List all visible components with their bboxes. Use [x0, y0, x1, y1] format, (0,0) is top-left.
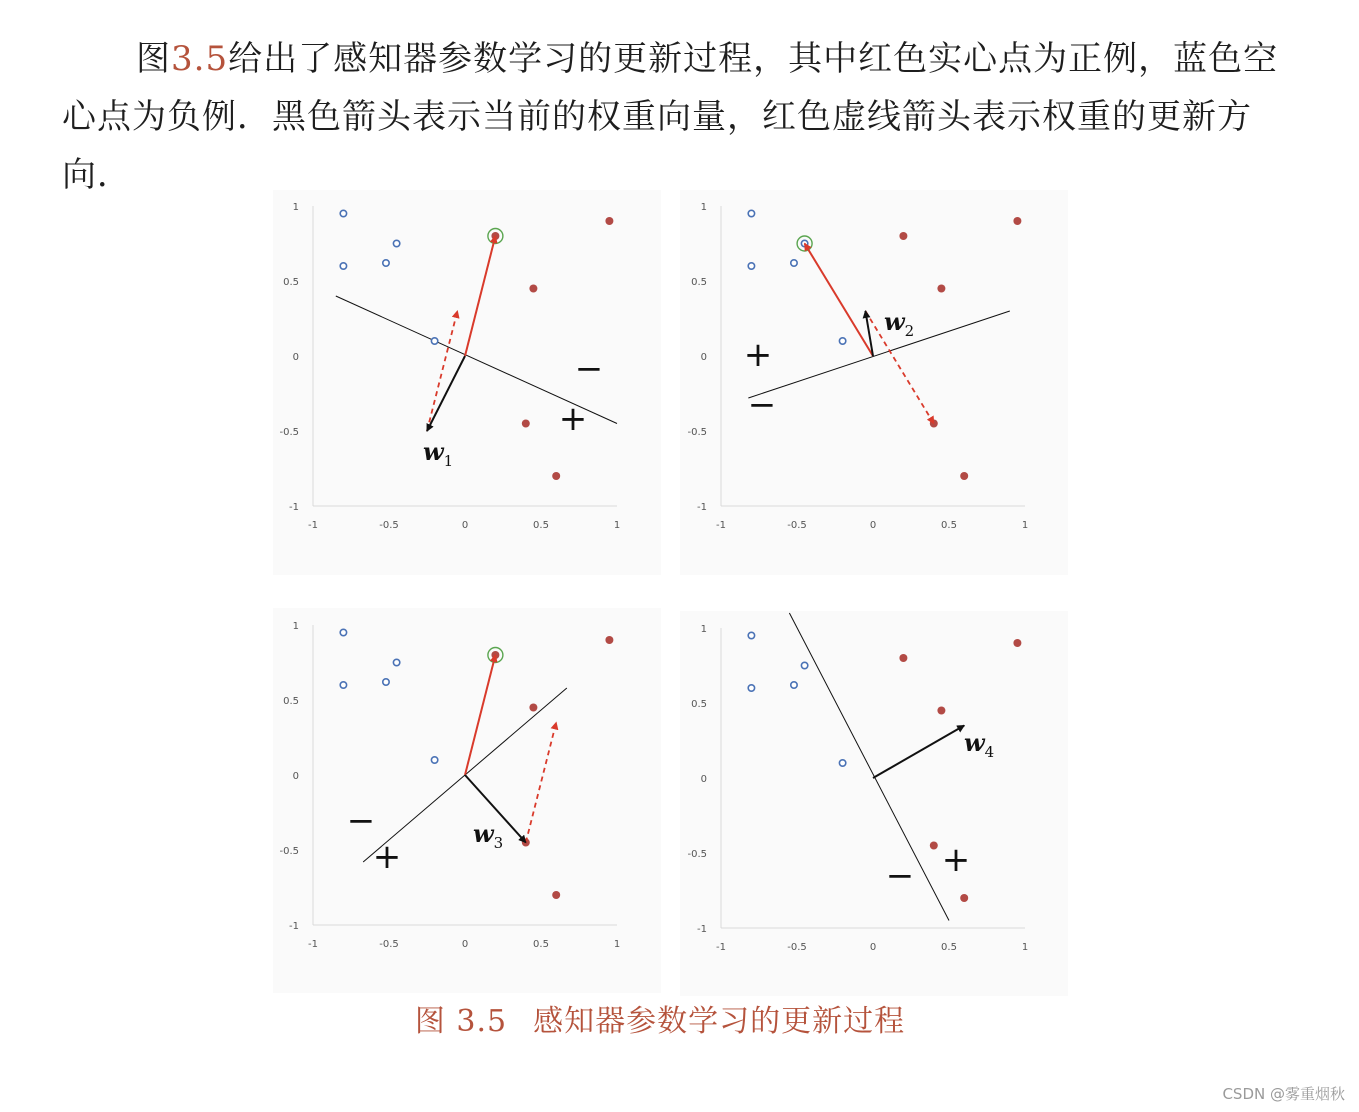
positive-point — [899, 232, 907, 240]
negative-point — [431, 338, 437, 344]
weight-vector-arrow — [873, 726, 964, 779]
y-tick-label: 0.5 — [283, 696, 299, 707]
body-paragraph — [62, 30, 1282, 204]
positive-point — [522, 420, 530, 428]
weight-vector-label: $w_1$ — [423, 437, 454, 470]
scatter-chart — [273, 190, 661, 575]
negative-point — [393, 240, 399, 246]
update-direction-arrow — [526, 723, 556, 843]
positive-point — [1013, 639, 1021, 647]
watermark: CSDN @雾重烟秋 — [1222, 1085, 1345, 1103]
decision-boundary-line — [748, 311, 1009, 398]
negative-point — [393, 659, 399, 665]
minus-sign: − — [885, 856, 915, 896]
x-tick-label: 1 — [1021, 520, 1029, 531]
weight-vector-subscript: 1 — [443, 452, 454, 470]
x-tick-label: -0.5 — [379, 939, 399, 950]
y-tick-label: -0.5 — [687, 427, 707, 438]
y-tick-label: 1 — [700, 624, 707, 635]
y-tick-label: 0 — [700, 774, 707, 785]
negative-point — [748, 210, 754, 216]
weight-vector-subscript: 4 — [984, 743, 995, 761]
negative-point — [791, 260, 797, 266]
update-direction-arrow — [427, 311, 457, 431]
update-vector-arrow — [805, 244, 873, 357]
negative-point — [340, 210, 346, 216]
x-tick-label: 0 — [869, 520, 877, 531]
scatter-chart — [680, 611, 1068, 996]
y-tick-label: -0.5 — [687, 849, 707, 860]
positive-point — [605, 217, 613, 225]
positive-point — [605, 636, 613, 644]
y-tick-label: -1 — [289, 921, 299, 932]
y-tick-label: -0.5 — [279, 846, 299, 857]
positive-point — [930, 420, 938, 428]
x-tick-label: 1 — [613, 520, 621, 531]
minus-sign: − — [574, 349, 604, 389]
negative-point — [383, 260, 389, 266]
x-tick-label: 1 — [1021, 942, 1029, 953]
x-tick-label: 1 — [613, 939, 621, 950]
y-tick-label: 0.5 — [691, 699, 707, 710]
x-tick-label: -1 — [308, 939, 318, 950]
y-tick-label: 1 — [292, 621, 299, 632]
x-tick-label: -1 — [716, 942, 726, 953]
figure-caption — [0, 996, 1320, 1040]
weight-vector-label: $w_4$ — [964, 728, 995, 761]
negative-point — [340, 682, 346, 688]
figure-reference-link[interactable]: 3.5 — [171, 39, 229, 79]
positive-point — [1013, 217, 1021, 225]
x-tick-label: -1 — [716, 520, 726, 531]
x-tick-label: 0.5 — [533, 939, 549, 950]
chart-panel-top-left — [273, 190, 661, 575]
x-tick-label: 0 — [869, 942, 877, 953]
positive-point — [937, 707, 945, 715]
negative-point — [839, 760, 845, 766]
positive-point — [960, 894, 968, 902]
decision-boundary-line — [789, 613, 949, 921]
y-tick-label: -1 — [289, 502, 299, 513]
y-tick-label: 1 — [292, 202, 299, 213]
plus-sign: + — [372, 837, 402, 877]
negative-point — [748, 263, 754, 269]
positive-point — [937, 285, 945, 293]
positive-point — [529, 704, 537, 712]
negative-point — [791, 682, 797, 688]
x-tick-label: 0 — [461, 520, 469, 531]
chart-panel-bottom-left — [273, 608, 661, 993]
chart-panel-bottom-right — [680, 611, 1068, 996]
positive-point — [552, 472, 560, 480]
positive-point — [899, 654, 907, 662]
y-tick-label: 0 — [292, 352, 299, 363]
fig-prefix: 图 — [136, 39, 171, 79]
positive-point — [552, 891, 560, 899]
positive-point — [960, 472, 968, 480]
negative-point — [839, 338, 845, 344]
x-tick-label: 0 — [461, 939, 469, 950]
y-tick-label: -1 — [697, 502, 707, 513]
x-tick-label: 0.5 — [941, 520, 957, 531]
x-tick-label: -0.5 — [379, 520, 399, 531]
y-tick-label: 0 — [292, 771, 299, 782]
update-vector-arrow — [465, 655, 495, 775]
plus-sign: + — [558, 399, 588, 439]
positive-point — [529, 285, 537, 293]
negative-point — [801, 662, 807, 668]
y-tick-label: 0.5 — [691, 277, 707, 288]
x-tick-label: 0.5 — [941, 942, 957, 953]
negative-point — [340, 263, 346, 269]
plus-sign: + — [941, 840, 971, 880]
chart-panel-top-right — [680, 190, 1068, 575]
plus-sign: + — [743, 335, 773, 375]
negative-point — [383, 679, 389, 685]
x-tick-label: -0.5 — [787, 942, 807, 953]
x-tick-label: 0.5 — [533, 520, 549, 531]
negative-point — [340, 629, 346, 635]
scatter-chart — [273, 608, 661, 993]
minus-sign: − — [747, 385, 777, 425]
weight-vector-label: $w_2$ — [884, 307, 915, 340]
caption-title: 感知器参数学习的更新过程 — [533, 1004, 906, 1039]
weight-vector-subscript: 3 — [493, 834, 504, 852]
negative-point — [431, 757, 437, 763]
y-tick-label: 1 — [700, 202, 707, 213]
negative-point — [748, 685, 754, 691]
x-tick-label: -0.5 — [787, 520, 807, 531]
caption-label: 图 3.5 — [414, 1004, 508, 1039]
paragraph-text: 给出了感知器参数学习的更新过程，其中红色实心点为正例，蓝色空心点为负例．黑色箭头表示当前的权重向量，红色虚线箭头表示权重的更新方向． — [62, 39, 1279, 195]
y-tick-label: 0 — [700, 352, 707, 363]
update-vector-arrow — [465, 236, 495, 356]
y-tick-label: -0.5 — [279, 427, 299, 438]
y-tick-label: 0.5 — [283, 277, 299, 288]
weight-vector-arrow — [427, 356, 465, 431]
scatter-chart — [680, 190, 1068, 575]
weight-vector-subscript: 2 — [904, 322, 915, 340]
minus-sign: − — [346, 801, 376, 841]
y-tick-label: -1 — [697, 924, 707, 935]
weight-vector-label: $w_3$ — [473, 819, 504, 852]
negative-point — [748, 632, 754, 638]
x-tick-label: -1 — [308, 520, 318, 531]
positive-point — [930, 842, 938, 850]
